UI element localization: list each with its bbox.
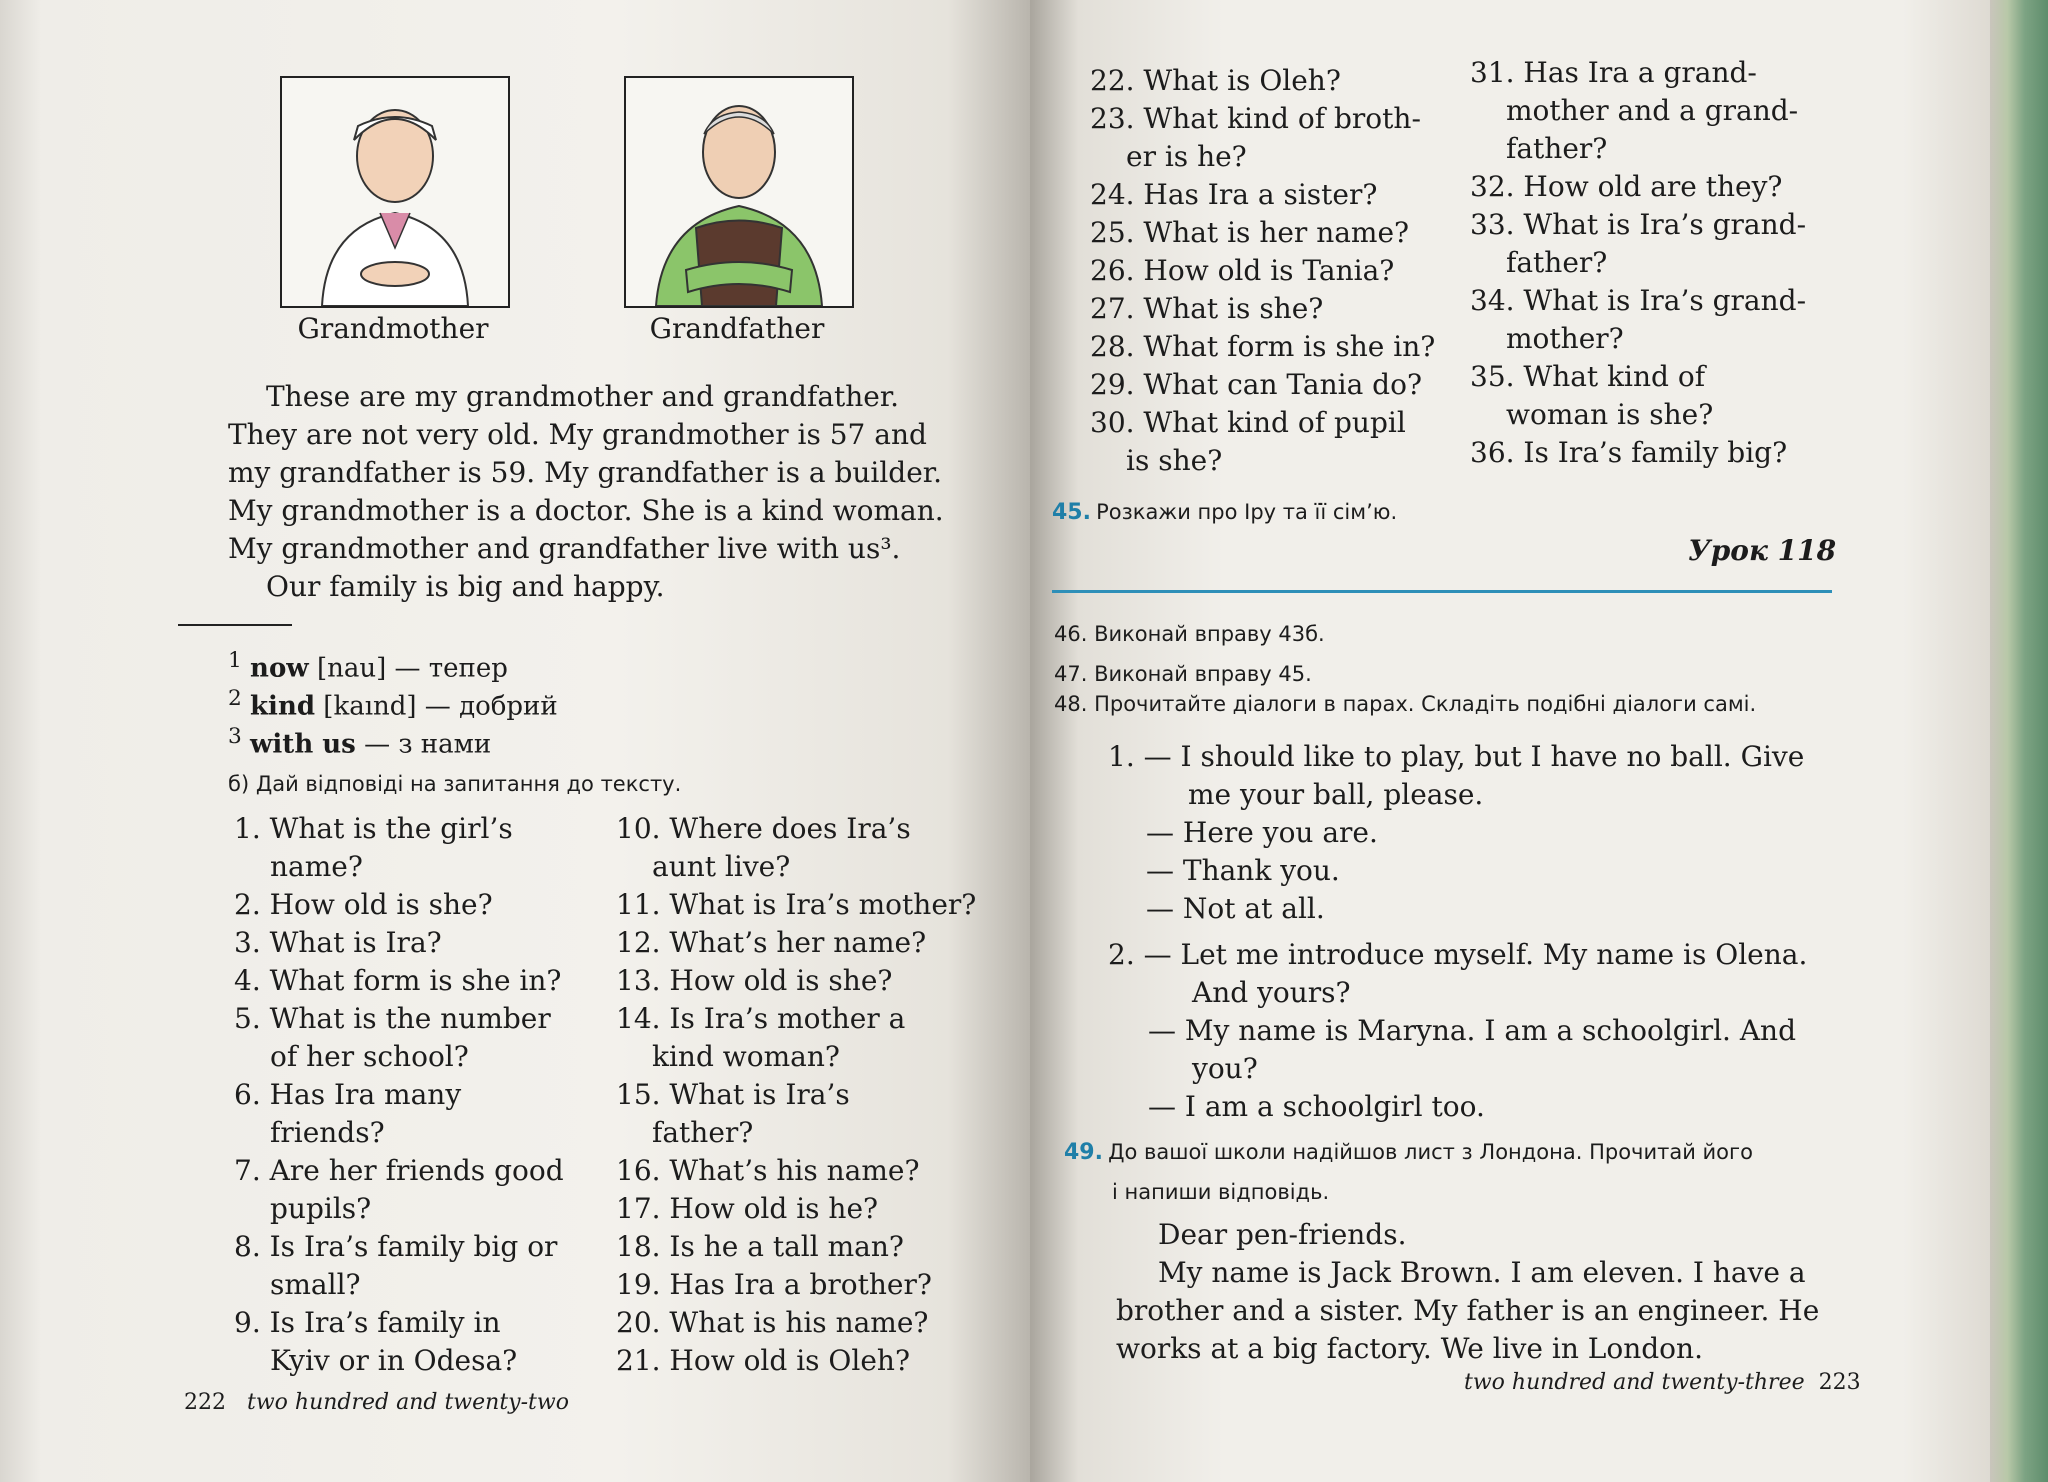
question-line: 16. What’s his name? — [616, 1154, 920, 1187]
exercise-45: 45. Розкажи про Іру та її сім’ю. — [1052, 500, 1398, 525]
question-line: 27. What is she? — [1090, 292, 1324, 325]
grandfather-caption: Grandfather — [649, 312, 825, 345]
exercise-49-line2: і напиши відповідь. — [1112, 1180, 1330, 1204]
question-line: is she? — [1126, 444, 1223, 477]
question-line: 4. What form is she in? — [234, 964, 562, 997]
paragraph-line: They are not very old. My grandmother is 57 and — [228, 418, 927, 451]
question-line: 14. Is Ira’s mother a — [616, 1002, 906, 1035]
page-number: 222 — [184, 1390, 226, 1415]
question-line: of her school? — [270, 1040, 469, 1073]
question-line: 9. Is Ira’s family in — [234, 1306, 501, 1339]
dialog-line: — Here you are. — [1146, 816, 1378, 849]
question-line: 29. What can Tania do? — [1090, 368, 1422, 401]
exercise-47: 47. Виконай вправу 45. — [1054, 662, 1312, 686]
footnote: $^2$ kind [kaınd] — добрий — [228, 686, 558, 722]
question-line: 25. What is her name? — [1090, 216, 1410, 249]
exercise-46: 46. Виконай вправу 43б. — [1054, 622, 1325, 646]
question-line: 6. Has Ira many — [234, 1078, 462, 1111]
lesson-divider — [1052, 590, 1832, 593]
grandmother-caption: Grandmother — [297, 312, 489, 345]
letter-line: My name is Jack Brown. I am eleven. I have a — [1158, 1256, 1806, 1289]
question-line: 24. Has Ira a sister? — [1090, 178, 1378, 211]
question-line: 13. How old is she? — [616, 964, 893, 997]
question-line: 31. Has Ira a grand- — [1470, 56, 1757, 89]
paragraph-line: These are my grandmother and grandfather. — [266, 380, 900, 413]
dialog-line: — I am a schoolgirl too. — [1148, 1090, 1485, 1123]
question-line: 18. Is he a tall man? — [616, 1230, 904, 1263]
question-line: 32. How old are they? — [1470, 170, 1783, 203]
question-line: er is he? — [1126, 140, 1247, 173]
question-line: 12. What’s her name? — [616, 926, 927, 959]
question-line: 11. What is Ira’s mother? — [616, 888, 977, 921]
dialog-line: 1. — I should like to play, but I have no ball. Give — [1108, 740, 1805, 773]
question-line: 15. What is Ira’s — [616, 1078, 850, 1111]
dialog-line: me your ball, please. — [1188, 778, 1484, 811]
question-line: 21. How old is Oleh? — [616, 1344, 910, 1377]
question-line: 30. What kind of pupil — [1090, 406, 1406, 439]
question-line: 26. How old is Tania? — [1090, 254, 1395, 287]
question-line: 28. What form is she in? — [1090, 330, 1436, 363]
letter-line: works at a big factory. We live in London. — [1116, 1332, 1703, 1365]
question-line: 20. What is his name? — [616, 1306, 929, 1339]
question-line: 1. What is the girl’s — [234, 812, 513, 845]
exercise-48: 48. Прочитайте діалоги в парах. Складіть подібні діалоги самі. — [1054, 692, 1757, 716]
dialog-line: 2. — Let me introduce myself. My name is Olena. — [1108, 938, 1808, 971]
paragraph-line: My grandmother is a doctor. She is a kind woman. — [228, 494, 944, 527]
dialog-line: — Thank you. — [1146, 854, 1340, 887]
page-footer — [1464, 1370, 1861, 1395]
question-line: 33. What is Ira’s grand- — [1470, 208, 1807, 241]
question-line: 2. How old is she? — [234, 888, 493, 921]
exercise-49: 49. До вашої школи надійшов лист з Лондона. Прочитай його — [1064, 1140, 1753, 1165]
question-line: 5. What is the number — [234, 1002, 551, 1035]
paragraph-line: my grandfather is 59. My grandfather is a builder. — [228, 456, 943, 489]
question-line: 7. Are her friends good — [234, 1154, 564, 1187]
question-line: small? — [270, 1268, 361, 1301]
question-line: 34. What is Ira’s grand- — [1470, 284, 1807, 317]
page-number: 223 — [1818, 1370, 1861, 1395]
dialog-line: — My name is Maryna. I am a schoolgirl. And — [1148, 1014, 1797, 1047]
paragraph-line: My grandmother and grandfather live with us³. — [228, 532, 901, 565]
question-line: mother? — [1506, 322, 1624, 355]
question-line: 3. What is Ira? — [234, 926, 442, 959]
question-line: friends? — [270, 1116, 385, 1149]
question-line: father? — [652, 1116, 754, 1149]
question-line: father? — [1506, 246, 1608, 279]
question-line: 23. What kind of broth- — [1090, 102, 1421, 135]
question-line: pupils? — [270, 1192, 372, 1225]
dialog-line: — Not at all. — [1146, 892, 1325, 925]
question-line: 19. Has Ira a brother? — [616, 1268, 932, 1301]
page-number-words: two hundred and twenty-three — [1464, 1370, 1805, 1395]
book-cover-edge — [1990, 0, 2048, 1482]
dialog-line: you? — [1192, 1052, 1258, 1085]
question-line: father? — [1506, 132, 1608, 165]
lesson-heading: Урок 118 — [1688, 534, 1837, 567]
letter-line: Dear pen-friends. — [1158, 1218, 1407, 1251]
question-line: 36. Is Ira’s family big? — [1470, 436, 1788, 469]
page-footer — [184, 1390, 569, 1415]
question-line: 22. What is Oleh? — [1090, 64, 1341, 97]
question-line: mother and a grand- — [1506, 94, 1799, 127]
dialog-line: And yours? — [1192, 976, 1351, 1009]
footnote: $^3$ with us — з нами — [228, 724, 492, 760]
footnote-divider — [178, 624, 292, 626]
task-b-instruction: б) Дай відповіді на запитання до тексту. — [228, 772, 682, 796]
grandmother-illustration — [280, 76, 510, 308]
letter-line: brother and a sister. My father is an engineer. He — [1116, 1294, 1820, 1327]
question-line: 35. What kind of — [1470, 360, 1706, 393]
paragraph-line: Our family is big and happy. — [266, 570, 665, 603]
page-number-words: two hundred and twenty-two — [246, 1390, 569, 1415]
question-line: Kyiv or in Odesa? — [270, 1344, 518, 1377]
footnote: $^1$ now [nau] — тепер — [228, 648, 508, 684]
question-line: kind woman? — [652, 1040, 840, 1073]
question-line: aunt live? — [652, 850, 791, 883]
question-line: 17. How old is he? — [616, 1192, 879, 1225]
grandfather-illustration — [624, 76, 854, 308]
question-line: name? — [270, 850, 363, 883]
question-line: 8. Is Ira’s family big or — [234, 1230, 558, 1263]
question-line: 10. Where does Ira’s — [616, 812, 911, 845]
question-line: woman is she? — [1506, 398, 1714, 431]
